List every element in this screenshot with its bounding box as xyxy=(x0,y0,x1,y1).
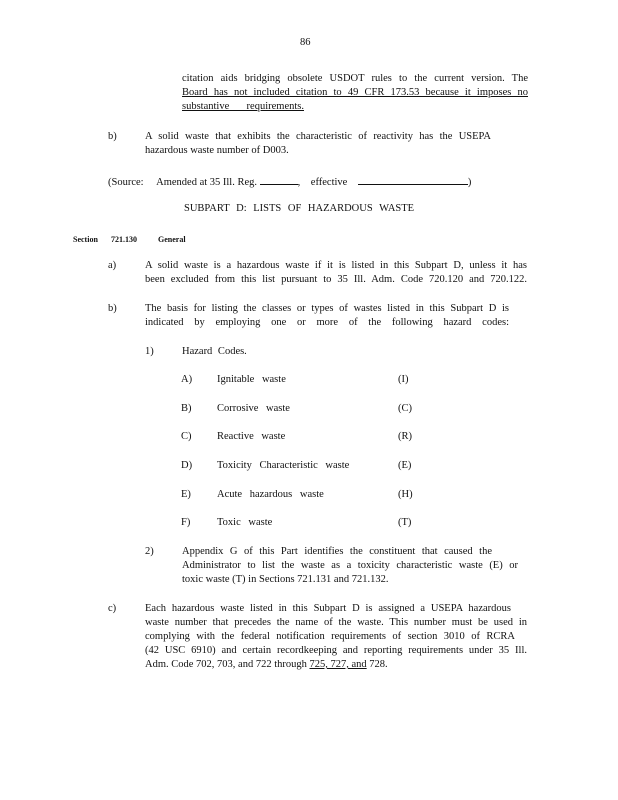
hazard-code-letter: A) xyxy=(181,374,193,385)
hazard-codes-label: 1) xyxy=(145,346,154,357)
item-2-line-3: toxic waste (T) in Sections 721.131 and 721.132. xyxy=(182,574,389,585)
hazard-code-name: Corrosive waste xyxy=(217,403,290,414)
hazard-code-symbol: (R) xyxy=(398,431,412,442)
item-c-line-5 xyxy=(145,658,527,672)
hazard-code-letter: C) xyxy=(181,431,192,442)
hazard-code-letter: E) xyxy=(181,489,191,500)
item-c-line-1: Each hazardous waste listed in this Subpart D is assigned a USEPA hazardous xyxy=(145,603,511,614)
hazard-code-name: Acute hazardous waste xyxy=(217,489,324,500)
subpart-heading: SUBPART D: LISTS OF HAZARDOUS WASTE xyxy=(184,203,415,214)
section-title: General xyxy=(158,235,186,244)
item-b-label: b) xyxy=(108,303,117,314)
hazard-code-symbol: (C) xyxy=(398,403,412,414)
item-b-prev-line-2: hazardous waste number of D003. xyxy=(145,145,289,156)
item-c-line-5-underlined: 725, 727, and xyxy=(309,659,367,670)
hazard-code-name: Ignitable waste xyxy=(217,374,286,385)
source-effective: effective xyxy=(310,177,348,188)
item-a-label: a) xyxy=(108,260,117,271)
hazard-code-letter: F) xyxy=(181,517,191,528)
source-reg-blank xyxy=(260,174,298,185)
item-2-label: 2) xyxy=(145,546,154,557)
item-b-line-1: The basis for listing the classes or types of wastes listed in this Subpart D is xyxy=(145,303,509,314)
hazard-code-symbol: (E) xyxy=(398,460,412,471)
item-c-text xyxy=(145,602,527,672)
item-a-text xyxy=(145,259,527,287)
hazard-code-symbol: (T) xyxy=(398,517,412,528)
page-number: 86 xyxy=(300,37,311,48)
item-b-prev-line-1: A solid waste that exhibits the characteristic of reactivity has the USEPA xyxy=(145,131,491,142)
item-b-prev-text xyxy=(145,130,491,158)
item-c-line-4: (42 USC 6910) and certain recordkeeping and reporting requirements under 35 Ill. xyxy=(145,645,527,656)
hazard-code-symbol: (I) xyxy=(398,374,409,385)
item-c-line-2: waste number that precedes the name of the waste. This number must be used in xyxy=(145,617,527,628)
hazard-code-name: Toxic waste xyxy=(217,517,273,528)
carryover-line-1: citation aids bridging obsolete USDOT rules to the current version. The xyxy=(182,73,528,84)
hazard-codes-title: Hazard Codes. xyxy=(182,346,247,357)
source-prefix: (Source: xyxy=(108,177,144,188)
item-c-line-5-post: 728. xyxy=(369,659,388,670)
item-c-line-3: complying with the federal notification requirements of section 3010 of RCRA xyxy=(145,631,515,642)
item-c-line-5-pre: Adm. Code 702, 703, and 722 through xyxy=(145,659,307,670)
item-b-text xyxy=(145,302,509,330)
carryover-line-3: substantive requirements. xyxy=(182,101,304,112)
hazard-code-letter: B) xyxy=(181,403,192,414)
item-a-line-2: been excluded from this list pursuant to 35 Ill. Adm. Code 720.120 and 720.122. xyxy=(145,274,527,285)
item-a-line-1: A solid waste is a hazardous waste if it is listed in this Subpart D, unless it has xyxy=(145,260,527,271)
source-amended: Amended at 35 Ill. Reg. xyxy=(156,177,258,188)
item-b-line-2: indicated by employing one or more of the following hazard codes: xyxy=(145,317,509,328)
carryover-line-2: Board has not included citation to 49 CFR 173.53 because it imposes no xyxy=(182,87,528,98)
section-number: 721.130 xyxy=(111,235,137,244)
item-2-line-1: Appendix G of this Part identifies the constituent that caused the xyxy=(182,546,492,557)
source-close: ) xyxy=(467,177,472,188)
carryover-paragraph xyxy=(182,72,528,114)
hazard-code-letter: D) xyxy=(181,460,193,471)
item-c-label: c) xyxy=(108,603,117,614)
item-b-prev-label: b) xyxy=(108,131,117,142)
item-2-text xyxy=(182,545,518,587)
source-note xyxy=(108,174,471,190)
section-label: Section xyxy=(73,235,98,244)
hazard-code-name: Toxicity Characteristic waste xyxy=(217,460,350,471)
item-2-line-2: Administrator to list the waste as a toxicity characteristic waste (E) or xyxy=(182,560,518,571)
source-comma: , xyxy=(297,177,301,188)
source-effective-blank xyxy=(358,174,468,185)
hazard-code-name: Reactive waste xyxy=(217,431,286,442)
hazard-code-symbol: (H) xyxy=(398,489,413,500)
